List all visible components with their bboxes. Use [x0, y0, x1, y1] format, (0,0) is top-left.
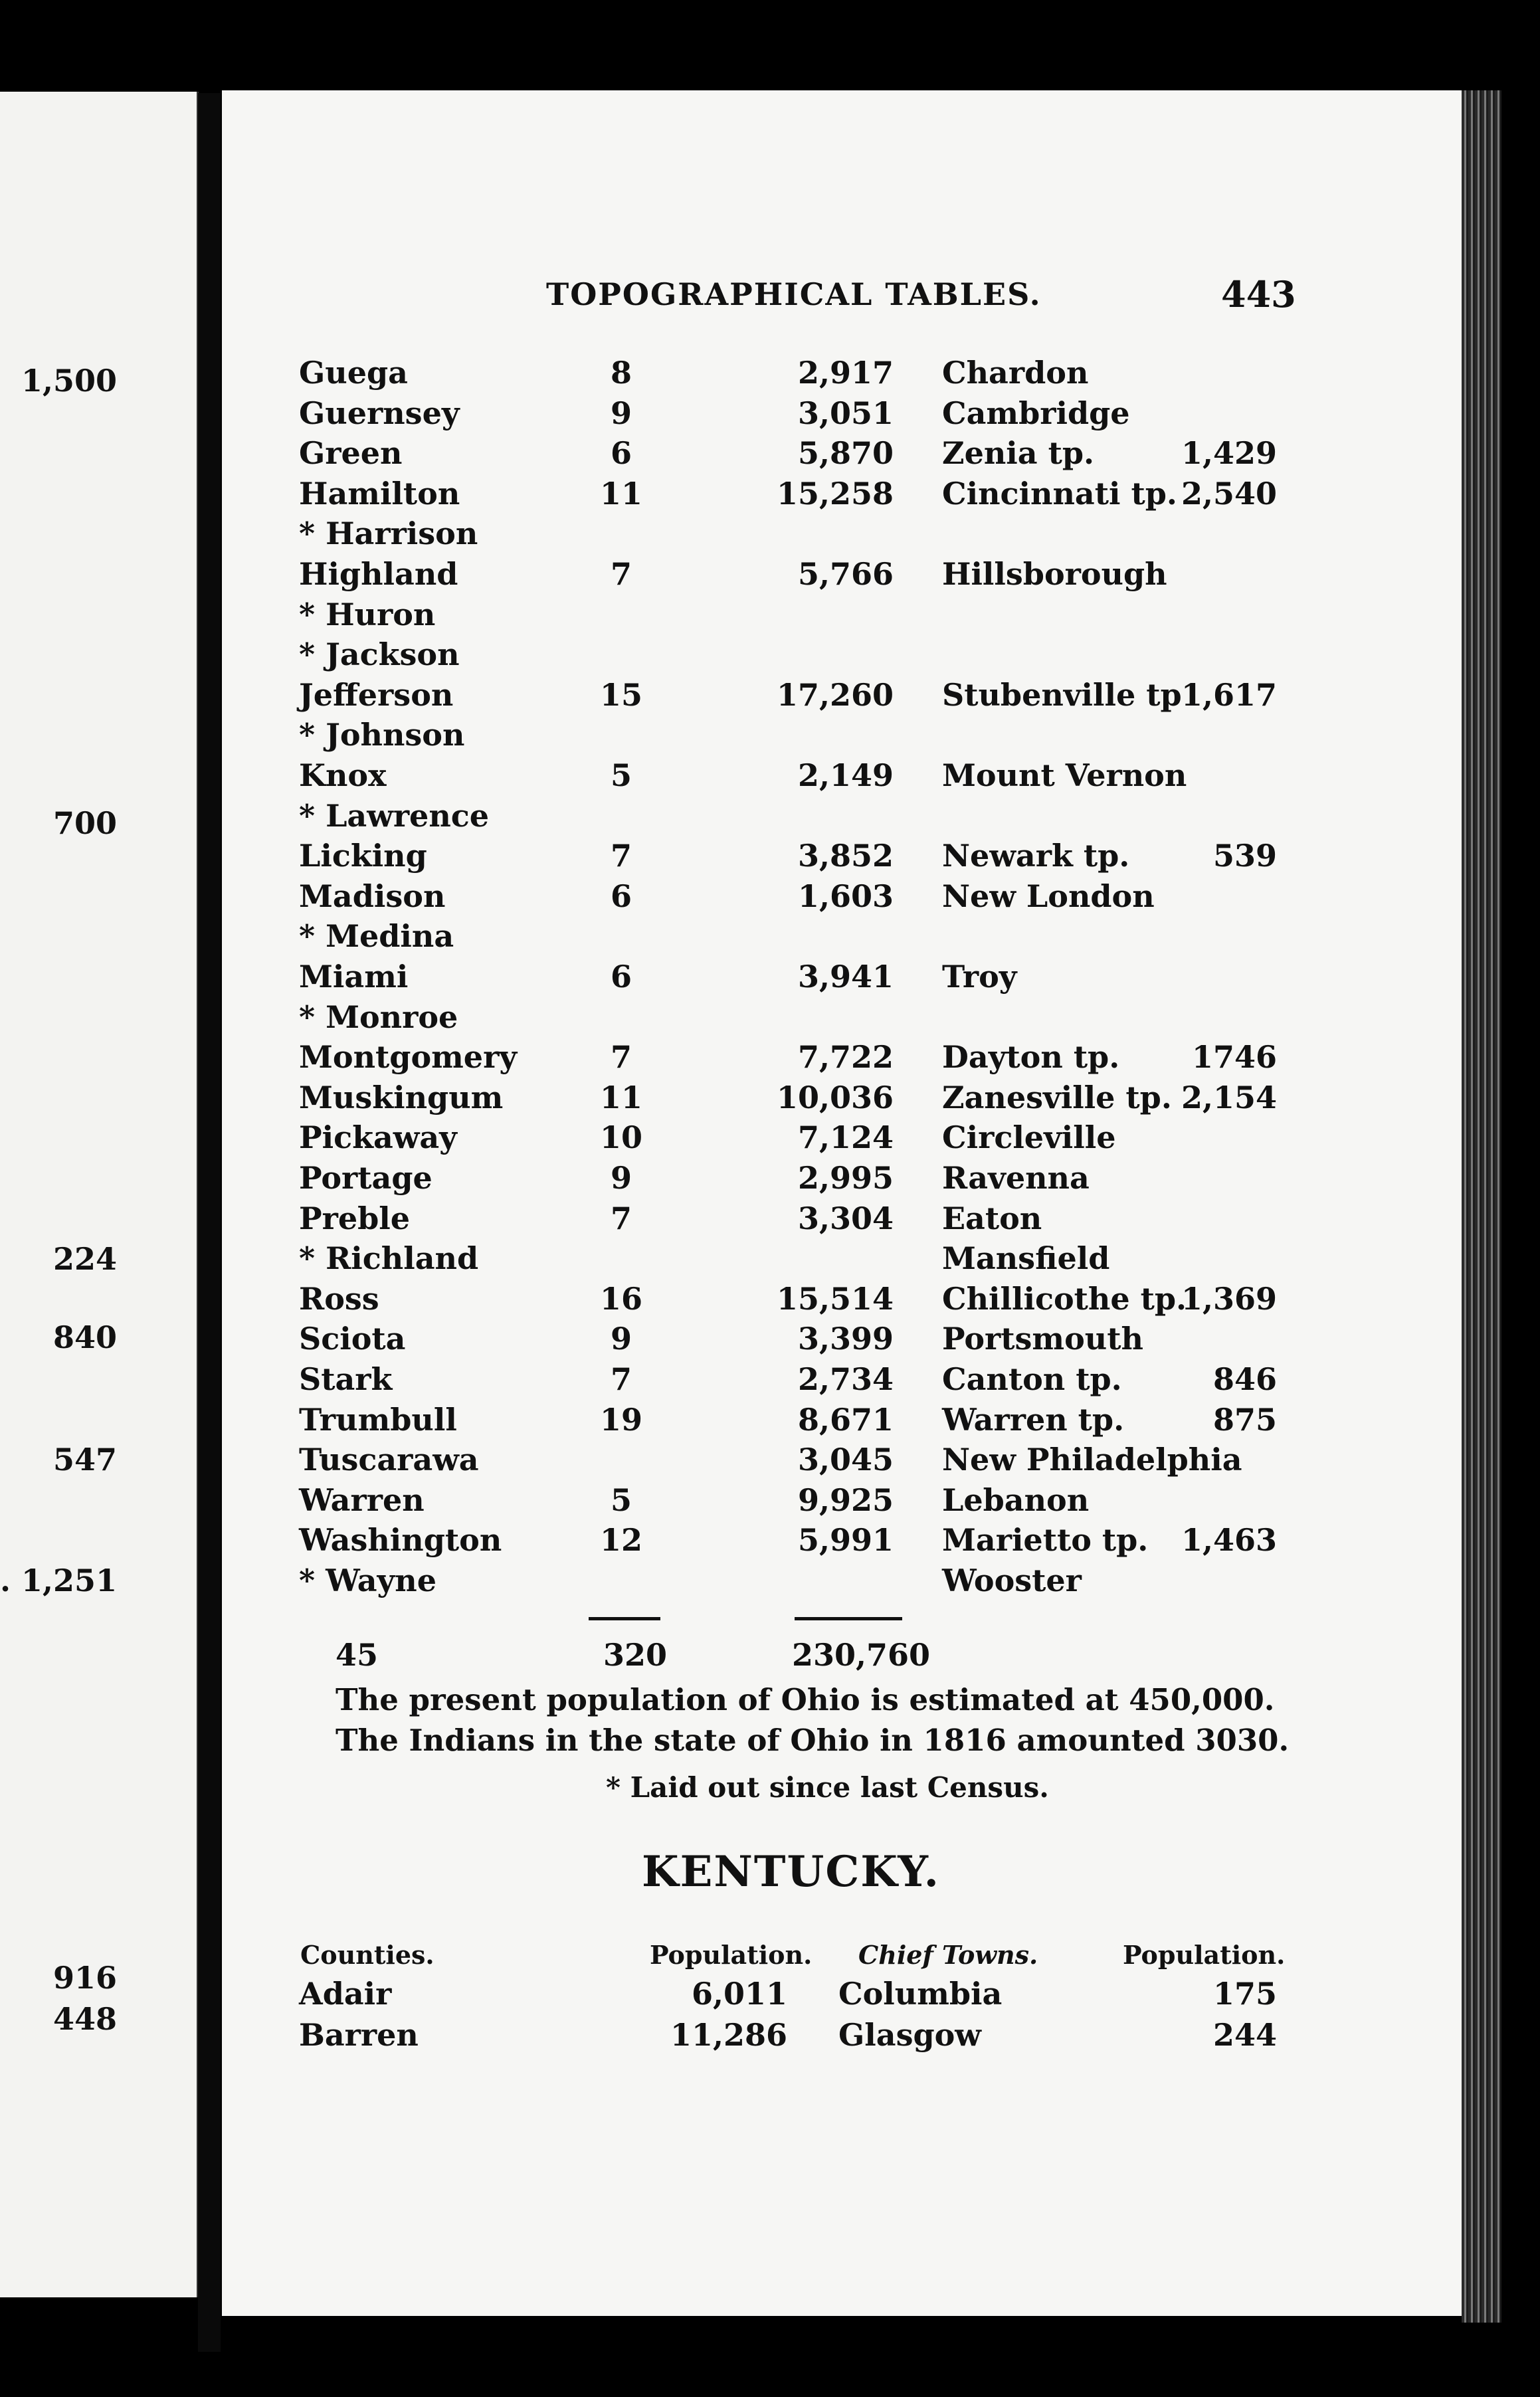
- facing-page-number: . 1,251: [0, 1563, 118, 1598]
- town-population: 1,369: [1181, 1281, 1277, 1317]
- townships-count: 8: [610, 355, 632, 391]
- ky-header-counties: Counties.: [300, 1940, 434, 1970]
- county-name: * Monroe: [299, 999, 458, 1035]
- total-counties: 45: [336, 1637, 379, 1673]
- county-population: 3,051: [797, 395, 894, 431]
- county-name: Tuscarawa: [299, 1442, 479, 1478]
- townships-count: 15: [599, 677, 642, 713]
- chief-town: Circleville: [942, 1119, 1116, 1155]
- county-name: * Lawrence: [299, 798, 490, 834]
- page-edge: [1462, 90, 1501, 2323]
- county-population: 7,124: [797, 1119, 894, 1155]
- total-townships: 320: [603, 1637, 668, 1673]
- townships-count: 6: [610, 959, 632, 995]
- note-indians: The Indians in the state of Ohio in 1816 amounted 3030.: [336, 1723, 1290, 1758]
- county-population: 3,399: [797, 1321, 894, 1357]
- total-rule-townships: [589, 1617, 660, 1620]
- county-population: 10,036: [776, 1080, 894, 1115]
- townships-count: 16: [599, 1281, 642, 1317]
- county-name: Muskingum: [299, 1080, 504, 1115]
- county-name: Preble: [299, 1200, 410, 1236]
- county-population: 2,995: [797, 1160, 894, 1196]
- kentucky-title: KENTUCKY.: [642, 1847, 940, 1897]
- chief-town: Chillicothe tp.: [942, 1281, 1187, 1317]
- chief-town: Eaton: [942, 1200, 1042, 1236]
- chief-town: Zenia tp.: [942, 435, 1095, 471]
- county-name: Ross: [299, 1281, 379, 1317]
- chief-town: Newark tp.: [942, 838, 1130, 874]
- county-population: 1,603: [797, 878, 894, 914]
- county-name: Pickaway: [299, 1119, 457, 1155]
- facing-page-number: 700: [52, 805, 117, 841]
- townships-count: 6: [610, 878, 632, 914]
- town-population: 2,540: [1181, 476, 1277, 512]
- town-population: 1,463: [1181, 1522, 1277, 1558]
- ky-county-population: 11,286: [670, 2017, 787, 2053]
- county-population: 2,734: [797, 1361, 894, 1397]
- county-name: Highland: [299, 556, 458, 592]
- facing-page-number: 448: [52, 2001, 117, 2037]
- county-population: 3,304: [797, 1200, 894, 1236]
- scan-border: [1501, 0, 1540, 2397]
- county-name: * Medina: [299, 918, 454, 954]
- county-population: 3,045: [797, 1442, 894, 1478]
- county-name: * Wayne: [299, 1563, 436, 1598]
- county-name: Guega: [299, 355, 408, 391]
- county-population: 3,852: [797, 838, 894, 874]
- ky-chief-town: Columbia: [838, 1976, 1003, 2012]
- county-population: 3,941: [797, 959, 894, 995]
- townships-count: 9: [610, 1160, 632, 1196]
- chief-town: Troy: [942, 959, 1017, 995]
- chief-town: Marietto tp.: [942, 1522, 1149, 1558]
- town-population: 1,429: [1181, 435, 1277, 471]
- townships-count: 7: [610, 1200, 632, 1236]
- page-number: 443: [1221, 273, 1296, 316]
- town-population: 1,617: [1181, 677, 1277, 713]
- town-population: 875: [1212, 1402, 1277, 1438]
- chief-town: Lebanon: [942, 1482, 1090, 1518]
- county-name: Hamilton: [299, 476, 460, 512]
- townships-count: 7: [610, 1039, 632, 1075]
- county-population: 8,671: [797, 1402, 894, 1438]
- townships-count: 7: [610, 556, 632, 592]
- county-name: Sciota: [299, 1321, 406, 1357]
- town-population: 2,154: [1181, 1080, 1277, 1115]
- townships-count: 19: [599, 1402, 642, 1438]
- county-name: Portage: [299, 1160, 433, 1196]
- county-population: 2,149: [797, 757, 894, 793]
- facing-page-number: 547: [52, 1442, 117, 1478]
- county-name: * Richland: [299, 1240, 479, 1276]
- facing-page-number: 224: [52, 1241, 117, 1277]
- chief-town: Dayton tp.: [942, 1039, 1120, 1075]
- chief-town: Cincinnati tp.: [942, 476, 1177, 512]
- townships-count: 5: [610, 757, 632, 793]
- county-population: 7,722: [797, 1039, 894, 1075]
- county-population: 2,917: [797, 355, 894, 391]
- townships-count: 12: [599, 1522, 642, 1558]
- county-name: Green: [299, 435, 403, 471]
- county-name: Warren: [299, 1482, 425, 1518]
- county-name: Stark: [299, 1361, 393, 1397]
- county-population: 5,870: [797, 435, 894, 471]
- county-population: 5,766: [797, 556, 894, 592]
- townships-count: 7: [610, 1361, 632, 1397]
- total-population: 230,760: [792, 1637, 931, 1673]
- county-name: Montgomery: [299, 1039, 518, 1075]
- ky-header-population: Population.: [650, 1940, 813, 1970]
- chief-town: Warren tp.: [942, 1402, 1125, 1438]
- chief-town: Ravenna: [942, 1160, 1090, 1196]
- chief-town: Mansfield: [942, 1240, 1110, 1276]
- county-population: 15,258: [776, 476, 894, 512]
- ky-header-town-population: Population.: [1123, 1940, 1286, 1970]
- townships-count: 7: [610, 838, 632, 874]
- book-gutter: [198, 93, 221, 2352]
- chief-town: Zanesville tp.: [942, 1080, 1172, 1115]
- county-name: Licking: [299, 838, 427, 874]
- ky-header-chief-towns: Chief Towns.: [858, 1940, 1038, 1970]
- county-name: * Harrison: [299, 516, 478, 551]
- townships-count: 11: [599, 1080, 642, 1115]
- county-name: Jefferson: [299, 677, 454, 713]
- county-name: Trumbull: [299, 1402, 457, 1438]
- page-header-title: TOPOGRAPHICAL TABLES.: [546, 276, 1042, 312]
- townships-count: 5: [610, 1482, 632, 1518]
- chief-town: Stubenville tp: [942, 677, 1182, 713]
- town-population: 1746: [1191, 1039, 1277, 1075]
- townships-count: 9: [610, 395, 632, 431]
- ky-county-name: Adair: [299, 1976, 392, 2012]
- total-rule-population: [795, 1617, 902, 1620]
- townships-count: 6: [610, 435, 632, 471]
- chief-town: Chardon: [942, 355, 1089, 391]
- county-name: Knox: [299, 757, 387, 793]
- county-population: 5,991: [797, 1522, 894, 1558]
- ky-town-population: 244: [1212, 2017, 1277, 2053]
- ky-town-population: 175: [1212, 1976, 1277, 2012]
- townships-count: 11: [599, 476, 642, 512]
- county-name: Madison: [299, 878, 446, 914]
- county-population: 17,260: [776, 677, 894, 713]
- chief-town: Portsmouth: [942, 1321, 1143, 1357]
- county-population: 15,514: [776, 1281, 894, 1317]
- chief-town: Canton tp.: [942, 1361, 1122, 1397]
- chief-town: Wooster: [942, 1563, 1082, 1598]
- chief-town: Hillsborough: [942, 556, 1167, 592]
- chief-town: New London: [942, 878, 1155, 914]
- ky-chief-town: Glasgow: [838, 2017, 981, 2053]
- facing-page-number: 840: [52, 1319, 117, 1355]
- ky-county-population: 6,011: [691, 1976, 787, 2012]
- footnote: * Laid out since last Census.: [606, 1771, 1049, 1804]
- facing-page-number: 916: [52, 1960, 117, 1996]
- ky-county-name: Barren: [299, 2017, 419, 2053]
- county-name: Guernsey: [299, 395, 460, 431]
- chief-town: Mount Vernon: [942, 757, 1187, 793]
- chief-town: Cambridge: [942, 395, 1130, 431]
- county-name: * Jackson: [299, 636, 460, 672]
- townships-count: 9: [610, 1321, 632, 1357]
- town-population: 846: [1212, 1361, 1277, 1397]
- county-population: 9,925: [797, 1482, 894, 1518]
- note-estimate: The present population of Ohio is estimated at 450,000.: [336, 1682, 1275, 1717]
- town-population: 539: [1212, 838, 1277, 874]
- townships-count: 10: [599, 1119, 642, 1155]
- facing-page-number: 1,500: [21, 363, 117, 399]
- county-name: Miami: [299, 959, 409, 995]
- county-name: * Huron: [299, 597, 436, 632]
- chief-town: New Philadelphia: [942, 1442, 1242, 1478]
- county-name: * Johnson: [299, 717, 465, 753]
- county-name: Washington: [299, 1522, 502, 1558]
